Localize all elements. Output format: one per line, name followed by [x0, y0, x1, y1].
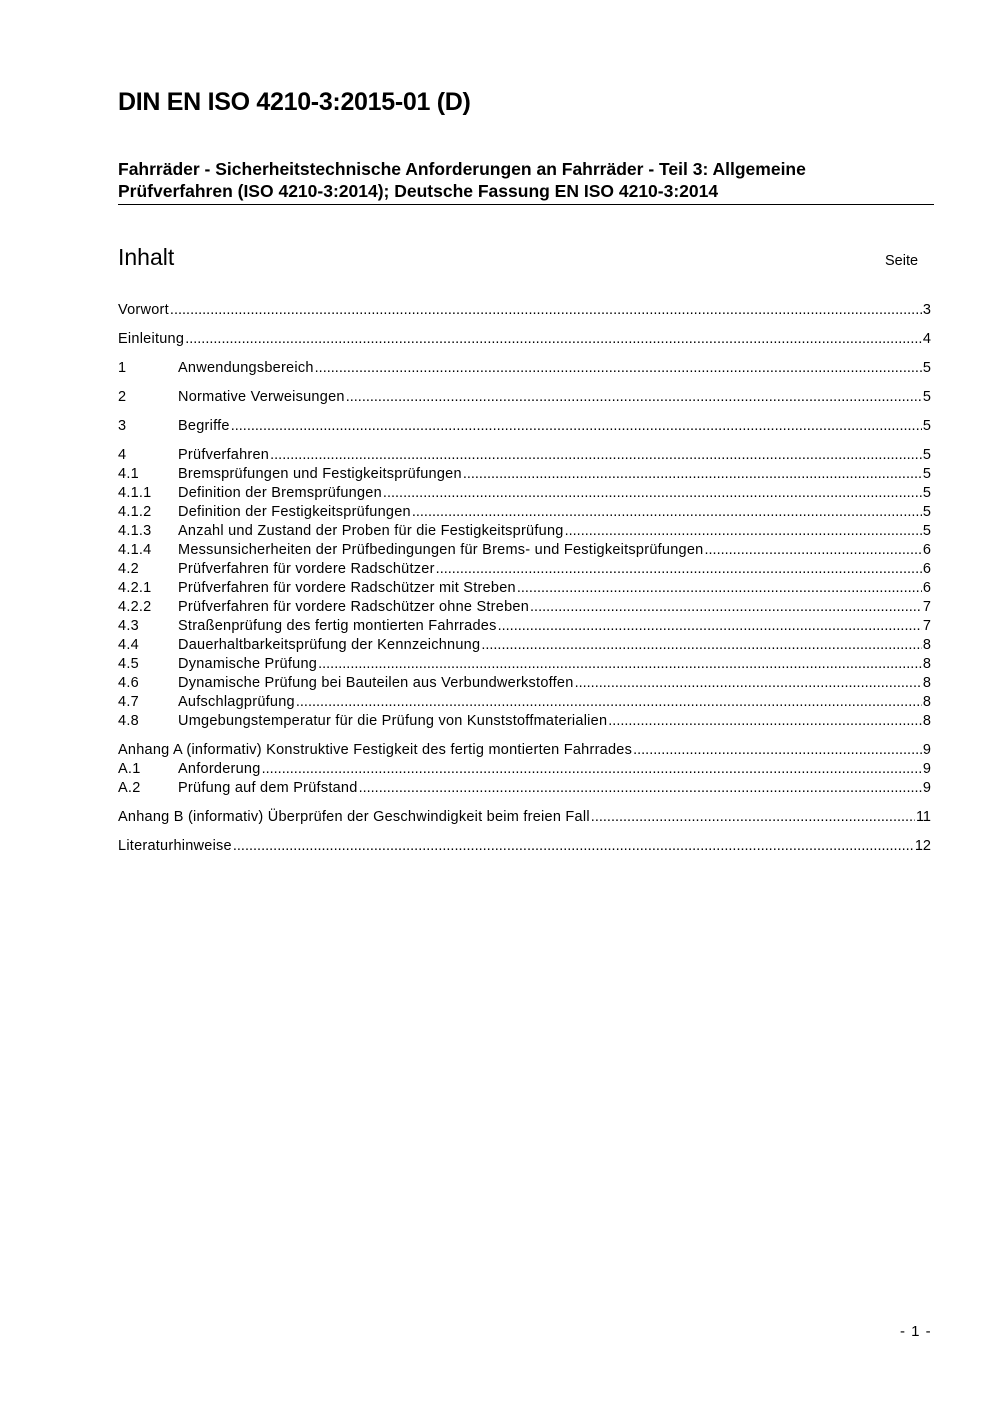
- toc-dot-leader: [185, 331, 922, 347]
- toc-dot-leader: [575, 675, 922, 691]
- toc-entry-page: 12: [914, 838, 931, 854]
- toc-entry-label: Anhang A (informativ) Konstruktive Festigkeit des fertig montierten Fahrrades: [118, 742, 633, 758]
- document-title: DIN EN ISO 4210-3:2015-01 (D): [118, 88, 471, 116]
- toc-dot-leader: [318, 656, 922, 672]
- toc-dot-leader: [231, 418, 922, 434]
- toc-entry-page: 5: [922, 466, 931, 482]
- toc-entry-number: 3: [118, 418, 127, 434]
- toc-entry-number: 4.3: [118, 618, 139, 634]
- toc-entry[interactable]: [118, 485, 931, 504]
- toc-entry-number: 4.6: [118, 675, 139, 691]
- toc-entry-page: 6: [922, 561, 931, 577]
- toc-entry-label: Normative Verweisungen: [178, 389, 345, 405]
- toc-dot-leader: [498, 618, 922, 634]
- toc-entry-number: 2: [118, 389, 127, 405]
- toc-entry-page: 9: [922, 742, 931, 758]
- toc-entry-page: 6: [922, 580, 931, 596]
- toc-entry-page: 9: [922, 780, 931, 796]
- toc-dot-leader: [436, 561, 922, 577]
- toc-dot-leader: [270, 447, 922, 463]
- toc-entry-page: 5: [922, 360, 931, 376]
- toc-entry-number: 4.2.2: [118, 599, 152, 615]
- toc-entry-label: Straßenprüfung des fertig montierten Fahrrades: [178, 618, 497, 634]
- toc-entry-page: 8: [922, 694, 931, 710]
- toc-entry[interactable]: [118, 447, 931, 466]
- toc-entry-label: Einleitung: [118, 331, 185, 347]
- toc-entry-label: Prüfung auf dem Prüfstand: [178, 780, 358, 796]
- toc-entry[interactable]: [118, 561, 931, 580]
- toc-entry-label: Literaturhinweise: [118, 838, 232, 854]
- toc-entry-label: Aufschlagprüfung: [178, 694, 295, 710]
- toc-entry-number: 4.1: [118, 466, 139, 482]
- toc-page-column-label: Seite: [885, 253, 919, 269]
- toc-dot-leader: [383, 485, 922, 501]
- toc-entry[interactable]: [118, 713, 931, 732]
- toc-entry-page: 4: [922, 331, 931, 347]
- toc-entry-page: 8: [922, 713, 931, 729]
- toc-dot-leader: [608, 713, 922, 729]
- toc-entry-page: 8: [922, 637, 931, 653]
- toc-entry-number: 4.7: [118, 694, 139, 710]
- toc-entry-label: Prüfverfahren: [178, 447, 270, 463]
- toc-entry[interactable]: [118, 580, 931, 599]
- toc-entry-number: 4.4: [118, 637, 139, 653]
- toc-dot-leader: [704, 542, 921, 558]
- toc-dot-leader: [517, 580, 922, 596]
- toc-entry-label: Anhang B (informativ) Überprüfen der Geschwindigkeit beim freien Fall: [118, 809, 590, 825]
- toc-dot-leader: [262, 761, 922, 777]
- toc-entry-label: Umgebungstemperatur für die Prüfung von Kunststoffmaterialien: [178, 713, 608, 729]
- toc-entry-page: 5: [922, 523, 931, 539]
- toc-entry[interactable]: [118, 389, 931, 408]
- toc-entry[interactable]: [118, 780, 931, 799]
- toc-entry-label: Definition der Festigkeitsprüfungen: [178, 504, 411, 520]
- toc-entry-number: 4: [118, 447, 127, 463]
- toc-dot-leader: [530, 599, 922, 615]
- toc-entry[interactable]: [118, 742, 931, 761]
- toc-entry-number: 1: [118, 360, 127, 376]
- toc-entry[interactable]: [118, 761, 931, 780]
- toc-entry[interactable]: [118, 675, 931, 694]
- toc-entry-number: 4.2: [118, 561, 139, 577]
- toc-entry-page: 9: [922, 761, 931, 777]
- document-subtitle: [118, 158, 934, 205]
- toc-entry[interactable]: [118, 331, 931, 350]
- toc-entry[interactable]: [118, 618, 931, 637]
- toc-entry-number: A.2: [118, 780, 141, 796]
- toc-entry-page: 6: [922, 542, 931, 558]
- toc-entry-label: Definition der Bremsprüfungen: [178, 485, 382, 501]
- toc-entry-number: 4.5: [118, 656, 139, 672]
- toc-dot-leader: [346, 389, 922, 405]
- toc-entry-label: Prüfverfahren für vordere Radschützer: [178, 561, 435, 577]
- toc-entry-label: Dynamische Prüfung: [178, 656, 318, 672]
- toc-entry-number: 4.2.1: [118, 580, 152, 596]
- toc-entry[interactable]: [118, 504, 931, 523]
- toc-heading: Inhalt: [118, 244, 175, 270]
- toc-entry-page: 5: [922, 504, 931, 520]
- toc-entry[interactable]: [118, 523, 931, 542]
- toc-entry-number: 4.1.1: [118, 485, 152, 501]
- toc-dot-leader: [315, 360, 922, 376]
- toc-dot-leader: [481, 637, 922, 653]
- toc-entry[interactable]: [118, 656, 931, 675]
- toc-entry-label: Prüfverfahren für vordere Radschützer ohne Streben: [178, 599, 530, 615]
- toc-entry-number: 4.8: [118, 713, 139, 729]
- toc-entry-number: 4.1.2: [118, 504, 152, 520]
- subtitle-line-1: Fahrräder - Sicherheitstechnische Anforderungen an Fahrräder - Teil 3: Allgemeine: [118, 159, 806, 179]
- toc-entry[interactable]: [118, 599, 931, 618]
- subtitle-line-2: Prüfverfahren (ISO 4210-3:2014); Deutsche Fassung EN ISO 4210-3:2014: [118, 181, 719, 201]
- toc-entry[interactable]: [118, 418, 931, 437]
- toc-dot-leader: [170, 302, 922, 318]
- toc-entry[interactable]: [118, 637, 931, 656]
- toc-entry-page: 8: [922, 675, 931, 691]
- toc-entry-label: Begriffe: [178, 418, 230, 434]
- toc-entry-label: Bremsprüfungen und Festigkeitsprüfungen: [178, 466, 462, 482]
- toc-entry[interactable]: [118, 838, 931, 857]
- toc-entry-page: 8: [922, 656, 931, 672]
- toc-dot-leader: [633, 742, 922, 758]
- toc-dot-leader: [565, 523, 922, 539]
- toc-entry-label: Vorwort: [118, 302, 169, 318]
- toc-entry-label: Prüfverfahren für vordere Radschützer mit Streben: [178, 580, 516, 596]
- toc-entry[interactable]: [118, 809, 931, 828]
- toc-entry-number: 4.1.4: [118, 542, 152, 558]
- toc-entry[interactable]: [118, 694, 931, 713]
- toc-entry-label: Dauerhaltbarkeitsprüfung der Kennzeichnung: [178, 637, 481, 653]
- toc-entry-page: 5: [922, 485, 931, 501]
- toc-entry-label: Anforderung: [178, 761, 261, 777]
- toc-entry[interactable]: [118, 542, 931, 561]
- toc-dot-leader: [359, 780, 922, 796]
- toc-entry-page: 11: [915, 809, 931, 825]
- toc-dot-leader: [463, 466, 922, 482]
- toc-entry-label: Dynamische Prüfung bei Bauteilen aus Verbundwerkstoffen: [178, 675, 574, 691]
- toc-entry-label: Anwendungsbereich: [178, 360, 314, 376]
- table-of-contents: [118, 302, 931, 857]
- toc-entry-page: 5: [922, 389, 931, 405]
- toc-entry[interactable]: [118, 360, 931, 379]
- toc-entry-number: A.1: [118, 761, 141, 777]
- toc-entry-page: 7: [922, 618, 931, 634]
- page-number: - 1 -: [900, 1323, 932, 1340]
- toc-dot-leader: [591, 809, 915, 825]
- toc-dot-leader: [233, 838, 914, 854]
- toc-entry[interactable]: [118, 302, 931, 321]
- toc-entry-page: 7: [922, 599, 931, 615]
- toc-entry-page: 5: [922, 418, 931, 434]
- toc-entry-page: 5: [922, 447, 931, 463]
- toc-dot-leader: [296, 694, 922, 710]
- toc-entry[interactable]: [118, 466, 931, 485]
- toc-entry-label: Messunsicherheiten der Prüfbedingungen für Brems- und Festigkeitsprüfungen: [178, 542, 704, 558]
- toc-entry-page: 3: [922, 302, 931, 318]
- toc-dot-leader: [412, 504, 922, 520]
- toc-entry-label: Anzahl und Zustand der Proben für die Festigkeitsprüfung: [178, 523, 564, 539]
- toc-entry-number: 4.1.3: [118, 523, 152, 539]
